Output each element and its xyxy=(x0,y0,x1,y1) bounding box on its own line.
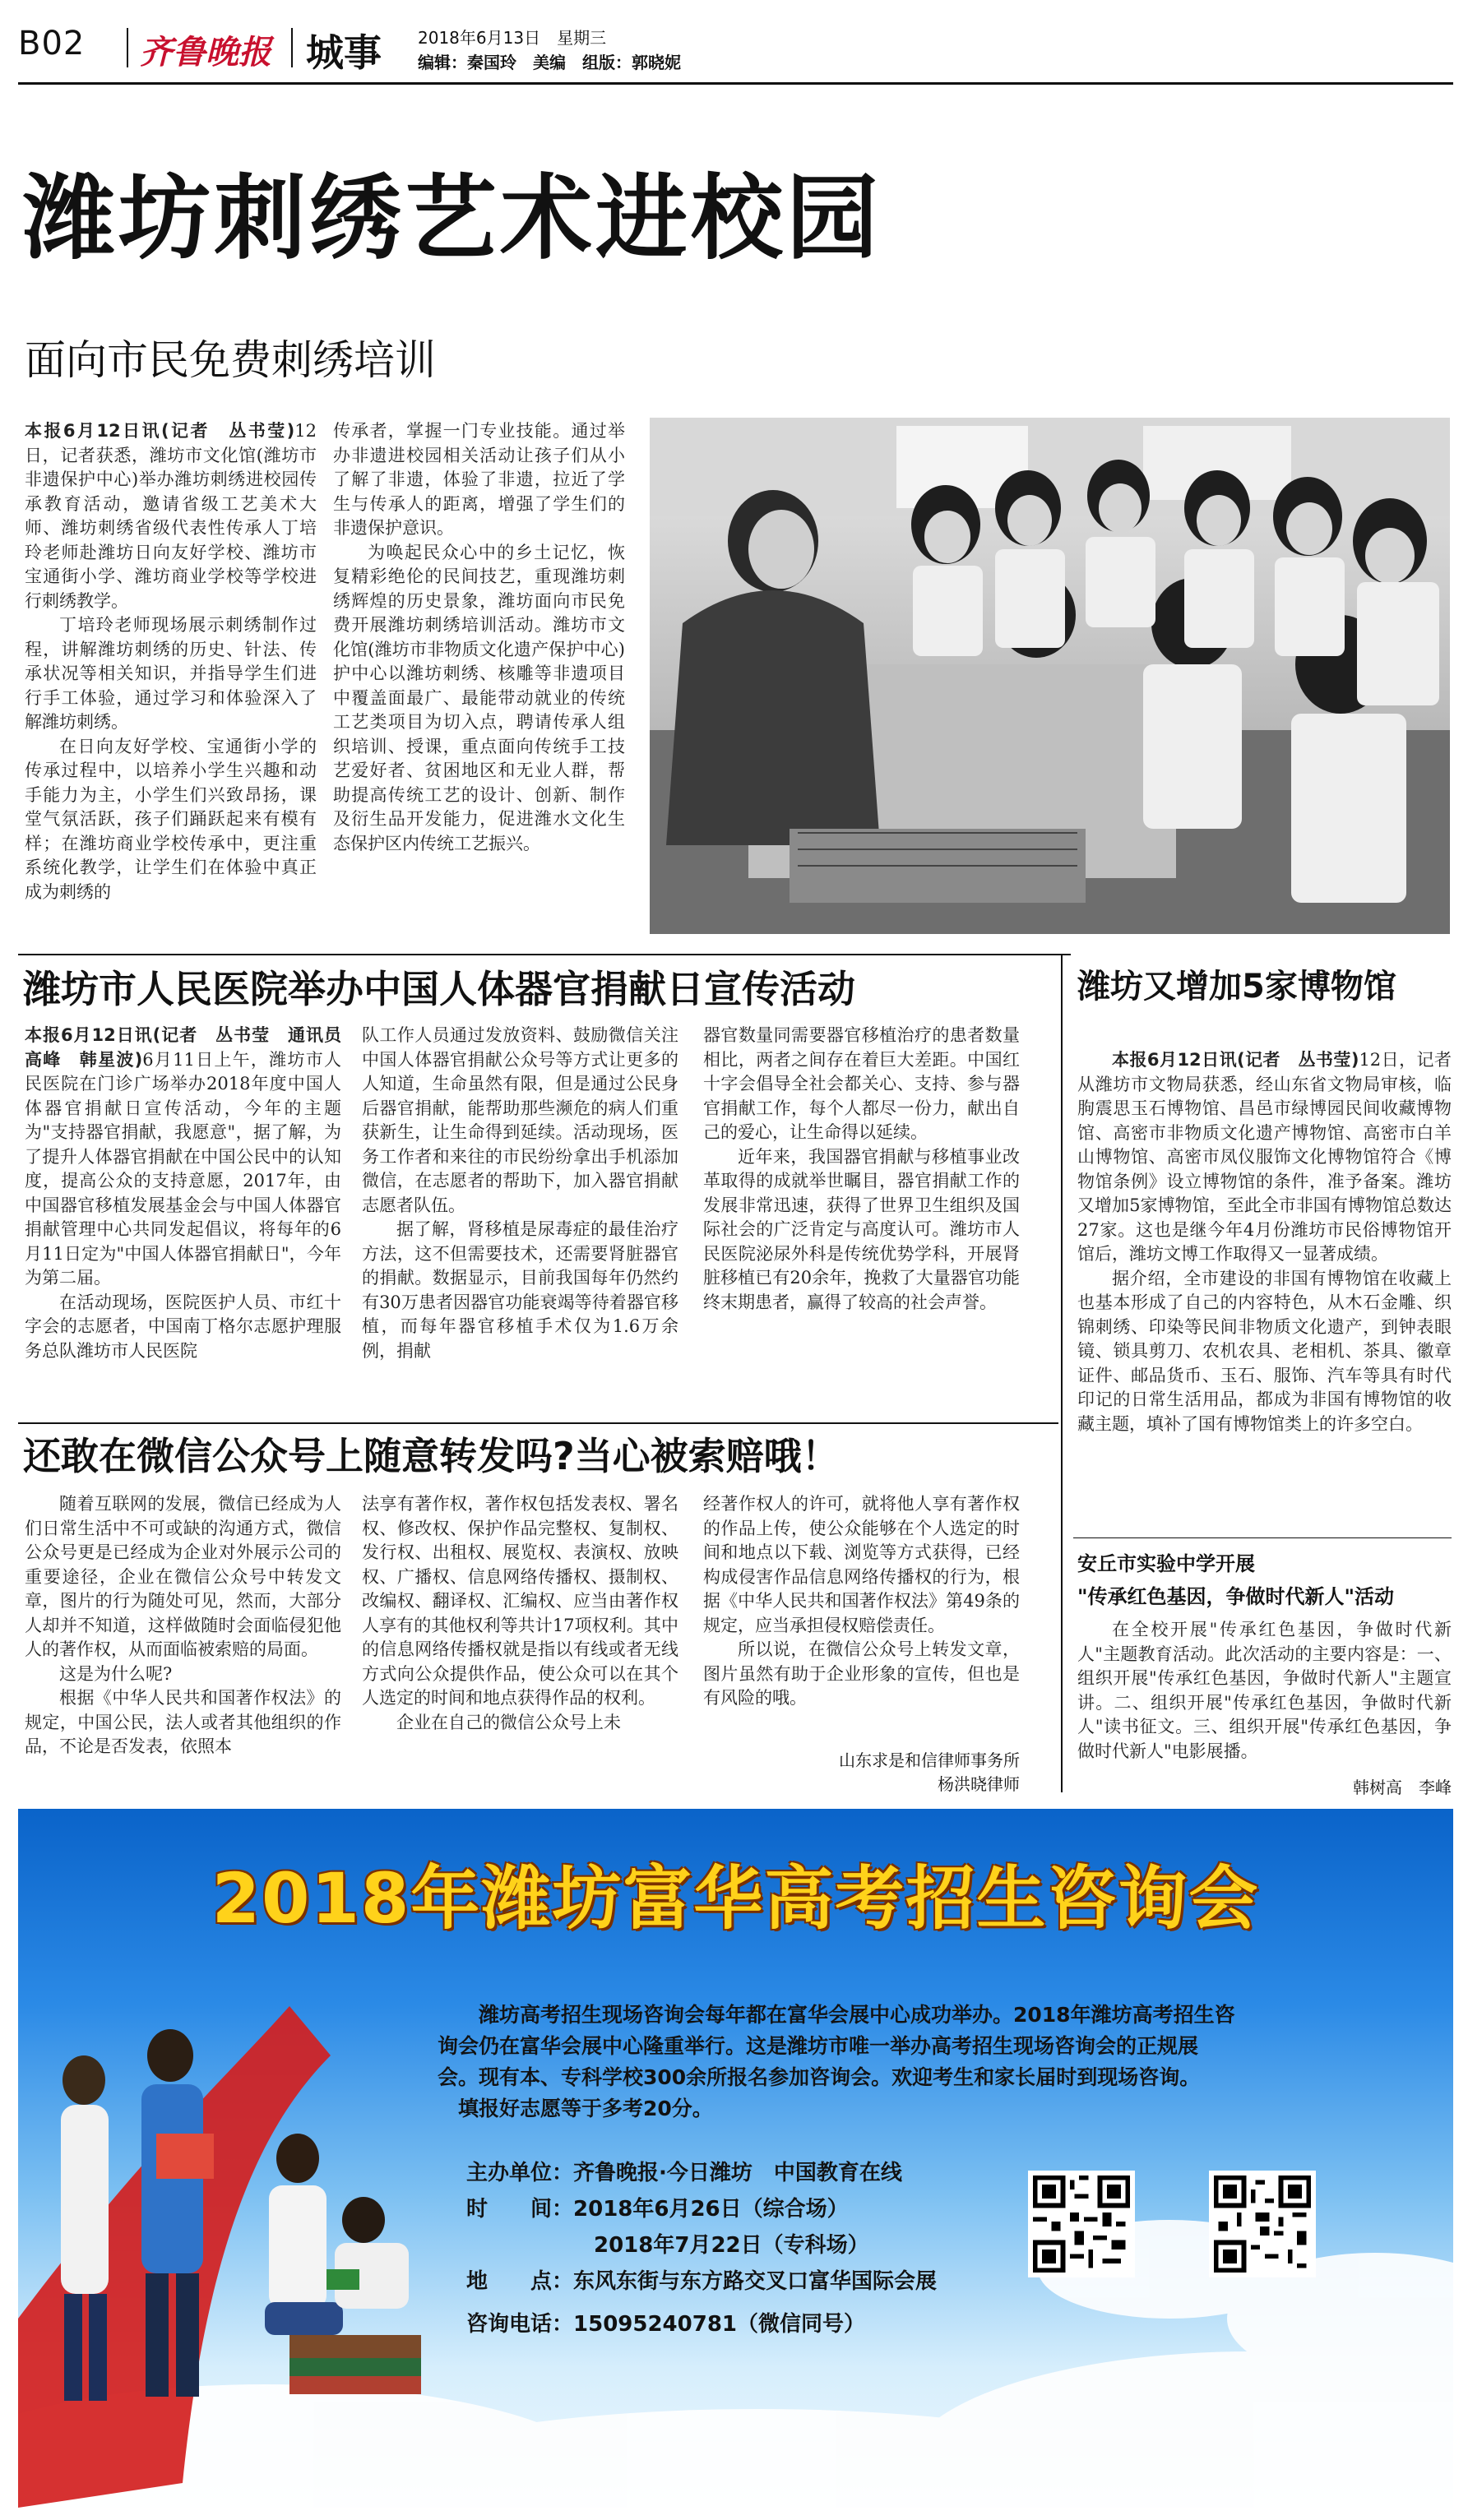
photo-illustration xyxy=(650,418,1450,934)
ad-organizer xyxy=(466,2156,902,2186)
lead-column-2 xyxy=(333,419,625,856)
ad-intro-line: 询会仍在富华会展中心隆重举行。这是潍坊市唯一举办高考招生现场咨询会的正规展 xyxy=(438,2034,1199,2058)
section-rule xyxy=(18,1422,1058,1424)
section-rule xyxy=(1073,1537,1452,1538)
wechat-paragraph: 所以说，在微信公众号上转发文章，图片虽然有助于企业形象的宣传，但也是有风险的哦。 xyxy=(703,1639,1020,1708)
ad-time xyxy=(466,2192,849,2222)
ad-place-value: 东风东街与东方路交叉口富华国际会展 xyxy=(573,2269,938,2294)
wechat-column-1 xyxy=(25,1492,341,1759)
lead-paragraph: 丁培玲老师现场展示刺绣制作过程，讲解潍坊刺绣的历史、针法、传承状况等相关知识，并指导学生们进行手工体验，通过学习和体验深入了解潍坊刺绣。 xyxy=(25,615,317,732)
museum-dateline: 本报6月12日讯(记者 丛书莹) xyxy=(1112,1050,1359,1070)
section-rule xyxy=(18,954,1071,955)
hospital-column-1 xyxy=(25,1024,359,1363)
hospital-dateline: 本报6月12日讯(记者 丛书莹 通讯员 高峰 韩星波) xyxy=(25,1025,359,1070)
ad-place xyxy=(466,2264,937,2295)
anqiu-paragraph: 在全校开展"传承红色基因，争做时代新人"主题教育活动。此次活动的主要内容是：一、组织开展"传承红色基因，争做时代新人"主题宣讲。二、组织开展"传承红色基因，争做时代新人"读书征文。三、组织开展"传承红色基因，争做时代新人"电影展播。 xyxy=(1077,1620,1452,1761)
hospital-paragraph: 据了解，肾移植是尿毒症的最佳治疗方法，这不但需要技术，还需要肾脏器官的捐献。数据显示，目前我国每年仍然约有30万患者因器官功能衰竭等待着器官移植，而每年器官移植手术仅为1.6万余例，捐献 xyxy=(362,1219,678,1361)
qr-pattern xyxy=(1214,2176,1311,2273)
wechat-headline: 还敢在微信公众号上随意转发吗?当心被索赔哦！ xyxy=(23,1434,840,1478)
lead-paragraph: 12日，记者获悉，潍坊市文化馆(潍坊市非遗保护中心)举办潍坊刺绣进校园传承教育活动，邀请省级工艺美术大师、潍坊刺绣省级代表性传承人丁培玲老师赴潍坊日向友好学校、潍坊市宝通街小学、潍坊商业学校等学校进行刺绣教学。 xyxy=(25,421,317,611)
wechat-column-2 xyxy=(362,1492,678,1735)
ad-place-label: 地 点： xyxy=(466,2269,574,2294)
wechat-paragraph: 企业在自己的微信公众号上未 xyxy=(396,1712,621,1732)
lead-headline: 潍坊刺绣艺术进校园 xyxy=(23,165,882,272)
ad-time-2: 2018年7月22日（专科场） xyxy=(594,2233,869,2258)
hospital-paragraph: 队工作人员通过发放资料、鼓励微信关注中国人体器官捐献公众号等方式让更多的人知道，生命虽然有限，但是通过公民身后器官捐献，能帮助那些濒危的病人们重获新生，让生命得到延续。活动现场，医务工作者和来往的市民纷纷拿出手机添加微信，在志愿者的帮助下，加入器官捐献志愿者队伍。 xyxy=(362,1025,678,1215)
lead-dateline: 本报6月12日讯(记者 丛书莹) xyxy=(25,421,295,441)
issue-date: 2018年6月13日 星期三 xyxy=(418,28,607,48)
ad-intro xyxy=(438,2000,1359,2125)
qr-pattern xyxy=(1033,2176,1130,2273)
hospital-paragraph: 器官数量同需要器官移植治疗的患者数量相比，两者之间存在着巨大差距。中国红十字会倡导全社会都关心、支持、参与器官捐献工作，每个人都尽一份力，献出自己的爱心，让生命得以延续。 xyxy=(703,1025,1020,1142)
anqiu-signature: 韩树高 李峰 xyxy=(1353,1778,1452,1797)
ad-phone-label: 咨询电话： xyxy=(466,2312,574,2337)
qr-code-icon[interactable] xyxy=(1028,2171,1135,2277)
hospital-paragraph: 6月11日上午，潍坊市人民医院在门诊广场举办2018年度中国人体器官捐献日宣传活动，今年的主题为"支持器官捐献，我愿意"，据了解，为了提升人体器官捐献在中国公民中的认知度，提高公众的支持意愿，2017年，由中国器官移植发展基金会与中国人体器官捐献管理中心共同发起倡议，将每年的6月11日定为"中国人体器官捐献日"，今年为第二届。 xyxy=(25,1049,341,1288)
lead-subheadline: 面向市民免费刺绣培训 xyxy=(25,336,436,384)
ad-intro-line: 会。现有本、专科学校300余所报名参加咨询会。欢迎考生和家长届时到现场咨询。 xyxy=(438,2065,1201,2089)
museum-body xyxy=(1077,1048,1452,1436)
ad-phone xyxy=(466,2307,865,2337)
wechat-paragraph: 随着互联网的发展，微信已经成为人们日常生活中不可或缺的沟通方式，微信公众号更是已经成为企业对外展示公司的重要途径，企业在微信公众号中转发文章，图片的行为随处可见，然而，大部分人却并不知道，这样做随时会面临侵犯他人的著作权，从而面临被索赔的局面。 xyxy=(25,1494,341,1659)
paper-logo: 齐鲁晚报 xyxy=(140,33,271,72)
masthead xyxy=(18,18,1453,81)
page-number: B02 xyxy=(18,25,86,62)
ad-title: 2018年潍坊富华高考招生咨询会 xyxy=(211,1858,1260,1939)
wechat-paragraph: 这是为什么呢? xyxy=(59,1663,173,1684)
hospital-column-3 xyxy=(703,1024,1020,1315)
law-firm-name: 山东求是和信律师事务所 xyxy=(839,1750,1020,1770)
anqiu-headline-2: "传承红色基因，争做时代新人"活动 xyxy=(1077,1585,1395,1608)
museum-paragraph: 12日，记者从潍坊市文物局获悉，经山东省文物局审核，临朐震思玉石博物馆、昌邑市绿博园民间收藏博物馆、高密市非物质文化遗产博物馆、高密市白羊山博物馆、高密市凤仪服饰文化博物馆符合《博物馆条例》设立博物馆的条件，准予备案。潍坊又增加5家博物馆，至此全市非国有博物馆总数达27家。这也是继今年4月份潍坊市民俗博物馆开馆后，潍坊文博工作取得又一显著成绩。 xyxy=(1077,1050,1452,1264)
divider xyxy=(127,28,128,67)
hospital-column-2 xyxy=(362,1024,678,1363)
ad-organizer-value: 齐鲁晚报·今日潍坊 中国教育在线 xyxy=(573,2161,902,2185)
hospital-paragraph: 在活动现场，医院医护人员、市红十字会的志愿者，中国南丁格尔志愿护理服务总队潍坊市人民医院 xyxy=(25,1292,341,1361)
admissions-fair-ad xyxy=(18,1809,1453,2508)
wechat-paragraph: 根据《中华人民共和国著作权法》的规定，中国公民，法人或者其他组织的作品，不论是否发表，依照本 xyxy=(25,1688,341,1756)
editor-credits: 编辑：秦国玲 美编 组版：郭晓妮 xyxy=(418,53,681,72)
embroidery-class-photo xyxy=(650,418,1450,934)
museum-paragraph: 据介绍，全市建设的非国有博物馆在收藏上也基本形成了自己的内容特色，从木石金雕、织锦刺绣、印染等民间非物质文化遗产，到钟表眼镜、锁具剪刀、农机农具、老相机、茶具、徽章证件、邮品货币、玉石、服饰、汽车等具有时代印记的日常生活用品，都成为非国有博物馆的收藏主题，填补了国有博物馆类上的许多空白。 xyxy=(1077,1268,1452,1434)
lead-paragraph: 传承者，掌握一门专业技能。通过举办非遗进校园相关活动让孩子们从小了解了非遗，体验了非遗，拉近了学生与传承人的距离，增强了学生们的非遗保护意识。 xyxy=(333,421,625,538)
lawyer-name: 杨洪晓律师 xyxy=(938,1774,1020,1794)
lead-column-1 xyxy=(25,419,317,904)
qr-code-icon[interactable] xyxy=(1209,2171,1316,2277)
lead-paragraph: 为唤起民众心中的乡土记忆，恢复精彩绝伦的民间技艺，重现潍坊刺绣辉煌的历史景象，潍坊面向市民免费开展潍坊刺绣培训活动。潍坊市文化馆(潍坊市非物质文化遗产保护中心)护中心以潍坊刺绣、核雕等非遗项目中覆盖面最广、最能带动就业的传统工艺类项目为切入点，聘请传承人组织培训、授课，重点面向传统手工技艺爱好者、贫困地区和无业人群，帮助提高传统工艺的设计、创新、制作及衍生品开发能力，促进潍水文化生态保护区内传统工艺振兴。 xyxy=(333,542,625,853)
wechat-column-3 xyxy=(703,1492,1020,1711)
wechat-paragraph: 经著作权人的许可，就将他人享有著作权的作品上传，使公众能够在个人选定的时间和地点以下载、浏览等方式获得，已经构成侵害作品信息网络传播权的行为，根据《中华人民共和国著作权法》第49条的规定，应当承担侵权赔偿责任。 xyxy=(703,1494,1020,1635)
hospital-paragraph: 近年来，我国器官捐献与移植事业改革取得的成就举世瞩目，器官捐献工作的发展非常迅速，获得了世界卫生组织及国际社会的广泛肯定与高度认可。潍坊市人民医院泌尿外科是传统优势学科，开展肾脏移植已有20余年，挽救了大量器官功能终末期患者，赢得了较高的社会声誉。 xyxy=(703,1146,1020,1312)
anqiu-headline-1: 安丘市实验中学开展 xyxy=(1077,1552,1255,1575)
ad-time-value-1: 2018年6月26日（综合场） xyxy=(573,2197,849,2222)
section-name: 城事 xyxy=(306,30,382,75)
column-divider xyxy=(1061,954,1063,1792)
masthead-rule xyxy=(18,82,1453,85)
ad-phone-value: 15095240781（微信同号） xyxy=(573,2312,866,2337)
museum-headline: 潍坊又增加5家博物馆 xyxy=(1077,968,1396,1006)
hospital-headline: 潍坊市人民医院举办中国人体器官捐献日宣传活动 xyxy=(23,967,855,1011)
lead-paragraph: 在日向友好学校、宝通街小学的传承过程中，以培养小学生兴趣和动手能力为主，小学生们兴致昂扬，课堂气氛活跃，孩子们踊跃起来有模有样；在潍坊商业学校传承中，更注重系统化教学，让学生们在体验中真正成为刺绣的 xyxy=(25,736,317,902)
ad-intro-line: 填报好志愿等于多考20分。 xyxy=(458,2097,713,2120)
ad-intro-line: 潍坊高考招生现场咨询会每年都在富华会展中心成功举办。2018年潍坊高考招生咨 xyxy=(479,2003,1235,2027)
ad-time-label: 时 间： xyxy=(466,2197,574,2222)
wechat-paragraph: 法享有著作权，著作权包括发表权、署名权、修改权、保护作品完整权、复制权、发行权、出租权、展览权、表演权、放映权、广播权、信息网络传播权、摄制权、改编权、翻译权、汇编权、应当由著作权人享有的其他权利等共计17项权利。其中的信息网络传播权就是指以有线或者无线方式向公众提供作品，使公众可以在其个人选定的时间和地点获得作品的权利。 xyxy=(362,1494,678,1708)
wechat-signature xyxy=(703,1747,1020,1795)
divider xyxy=(291,28,293,67)
ad-organizer-label: 主办单位： xyxy=(466,2161,574,2185)
anqiu-body xyxy=(1077,1618,1452,1764)
